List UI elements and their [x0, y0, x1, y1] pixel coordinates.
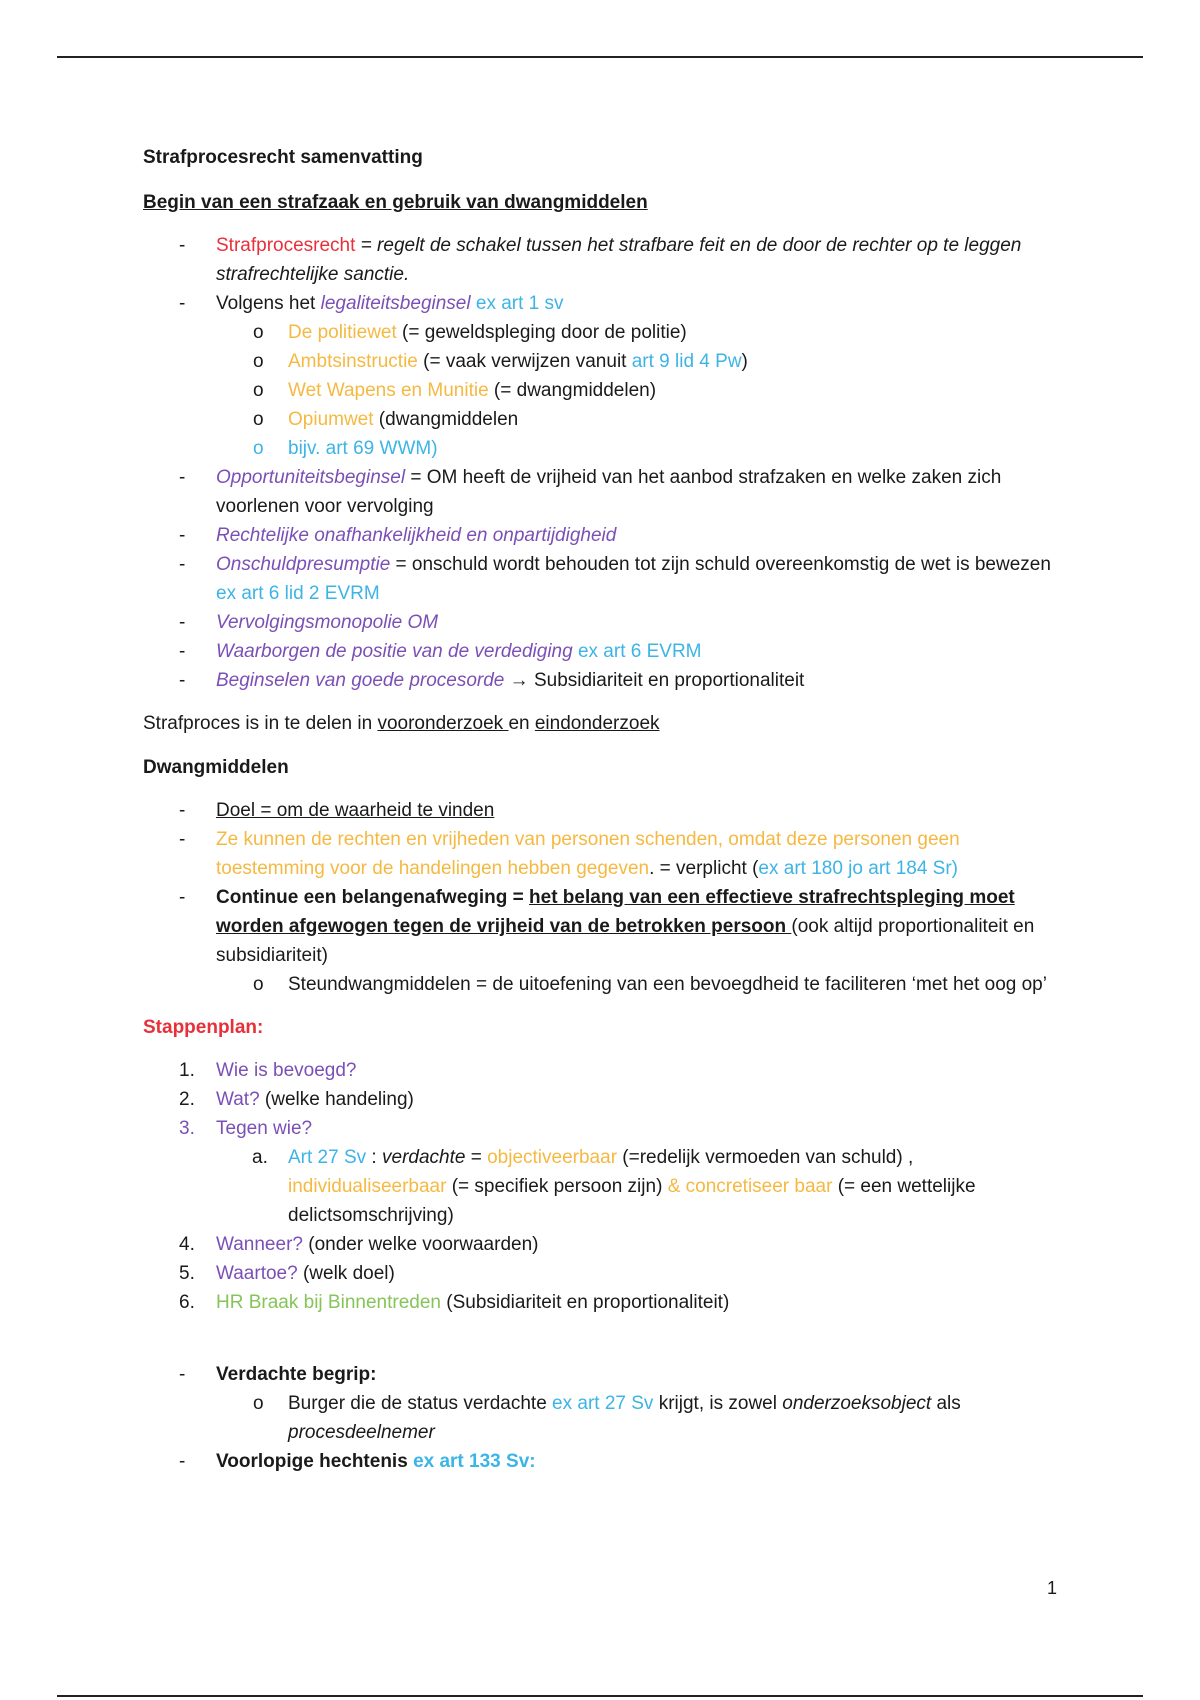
list-item-vervolgingsmonopolie: - Vervolgingsmonopolie OM [143, 608, 1063, 637]
step-5: 5. Waartoe? (welk doel) [179, 1263, 395, 1284]
section-heading-stappenplan: Stappenplan: [143, 1017, 264, 1038]
arrow-right-icon: → [504, 670, 534, 691]
sub-item-politiewet: o De politiewet (= geweldspleging door de politie) [143, 318, 1063, 347]
list-item-goede-procesorde: - Beginselen van goede procesorde → Subsidiariteit en proportionaliteit [143, 666, 1063, 695]
list-item-voorlopige-hechtenis: - Voorlopige hechtenis ex art 133 Sv: [143, 1447, 1063, 1476]
header-rule [57, 56, 1143, 58]
sub-item-bijv-art-69: o bijv. art 69 WWM) [143, 434, 1063, 463]
section-heading-dwangmiddelen: Dwangmiddelen [143, 757, 289, 778]
dwangmiddelen-list [143, 796, 1063, 999]
list-item-doel: - Doel = om de waarheid te vinden [143, 796, 1063, 825]
list-item-onschuldpresumptie: - Onschuldpresumptie = onschuld wordt behouden tot zijn schuld overeenkomstig de wet is bewezen ex art 6 lid 2 EVRM [143, 550, 1063, 608]
page-number: 1 [1047, 1578, 1058, 1598]
document-body [143, 143, 1063, 1490]
step-6: 6. HR Braak bij Binnentreden (Subsidiariteit en proportionaliteit) [179, 1292, 730, 1313]
step-3a-verdachte: a. Art 27 Sv : verdachte = objectiveerbaar (=redelijk vermoeden van schuld) , individualiseerbaar (= specifiek persoon zijn) & concretiseer baar (= een wettelijke delictsomschrijving) [252, 1147, 976, 1226]
step-2: 2. Wat? (welke handeling) [179, 1089, 414, 1110]
step-3: 3. Tegen wie? [179, 1118, 313, 1139]
list-item-rechten-schenden: - Ze kunnen de rechten en vrijheden van personen schenden, omdat deze personen geen toestemming voor de handelingen hebben gegeven. = verplicht (ex art 180 jo art 184 Sr) [143, 825, 1063, 883]
sub-item-burger-status: o Burger die de status verdachte ex art 27 Sv krijgt, is zowel onderzoeksobject als procesdeelnemer [143, 1389, 1063, 1447]
document-title: Strafprocesrecht samenvatting [143, 147, 423, 168]
verdachte-list [143, 1360, 1063, 1476]
list-item-belangenafweging: - Continue een belangenafweging = het belang van een effectieve strafrechtspleging moet worden afgewogen tegen de vrijheid van de betrokken persoon (ook altijd proportionaliteit en subsidiariteit) [143, 883, 1063, 970]
sub-item-ambtsinstructie: o Ambtsinstructie (= vaak verwijzen vanuit art 9 lid 4 Pw) [143, 347, 1063, 376]
list-item-opportuniteitsbeginsel: - Opportuniteitsbeginsel = OM heeft de vrijheid van het aanbod strafzaken en welke zaken zich voorlenen voor vervolging [143, 463, 1063, 521]
step-1: 1. Wie is bevoegd? [179, 1060, 357, 1081]
list-item-waarborgen-verdediging: - Waarborgen de positie van de verdediging ex art 6 EVRM [143, 637, 1063, 666]
stappenplan-list [143, 1056, 1063, 1317]
step-4: 4. Wanneer? (onder welke voorwaarden) [179, 1234, 539, 1255]
sub-item-wwm: o Wet Wapens en Munitie (= dwangmiddelen) [143, 376, 1063, 405]
sub-item-steundwangmiddelen: o Steundwangmiddelen = de uitoefening van een bevoegdheid te faciliteren ‘met het oog op’ [143, 970, 1063, 999]
sub-item-opiumwet: o Opiumwet (dwangmiddelen [143, 405, 1063, 434]
footer-rule [57, 1695, 1143, 1697]
principles-list [143, 231, 1063, 695]
list-item-rechtelijke-onafhankelijkheid: - Rechtelijke onafhankelijkheid en onpartijdigheid [143, 521, 1063, 550]
spacer [143, 1331, 1063, 1360]
list-item-legaliteitsbeginsel: - Volgens het legaliteitsbeginsel ex art 1 sv [143, 289, 1063, 318]
phases-sentence: Strafproces is in te delen in vooronderzoek en eindonderzoek [143, 713, 660, 734]
section-heading-begin: Begin van een strafzaak en gebruik van dwangmiddelen [143, 192, 648, 213]
list-item-strafprocesrecht: - Strafprocesrecht = regelt de schakel tussen het strafbare feit en de door de rechter op te leggen strafrechtelijke sanctie. [143, 231, 1063, 289]
list-item-verdachte-begrip: - Verdachte begrip: [143, 1360, 1063, 1389]
